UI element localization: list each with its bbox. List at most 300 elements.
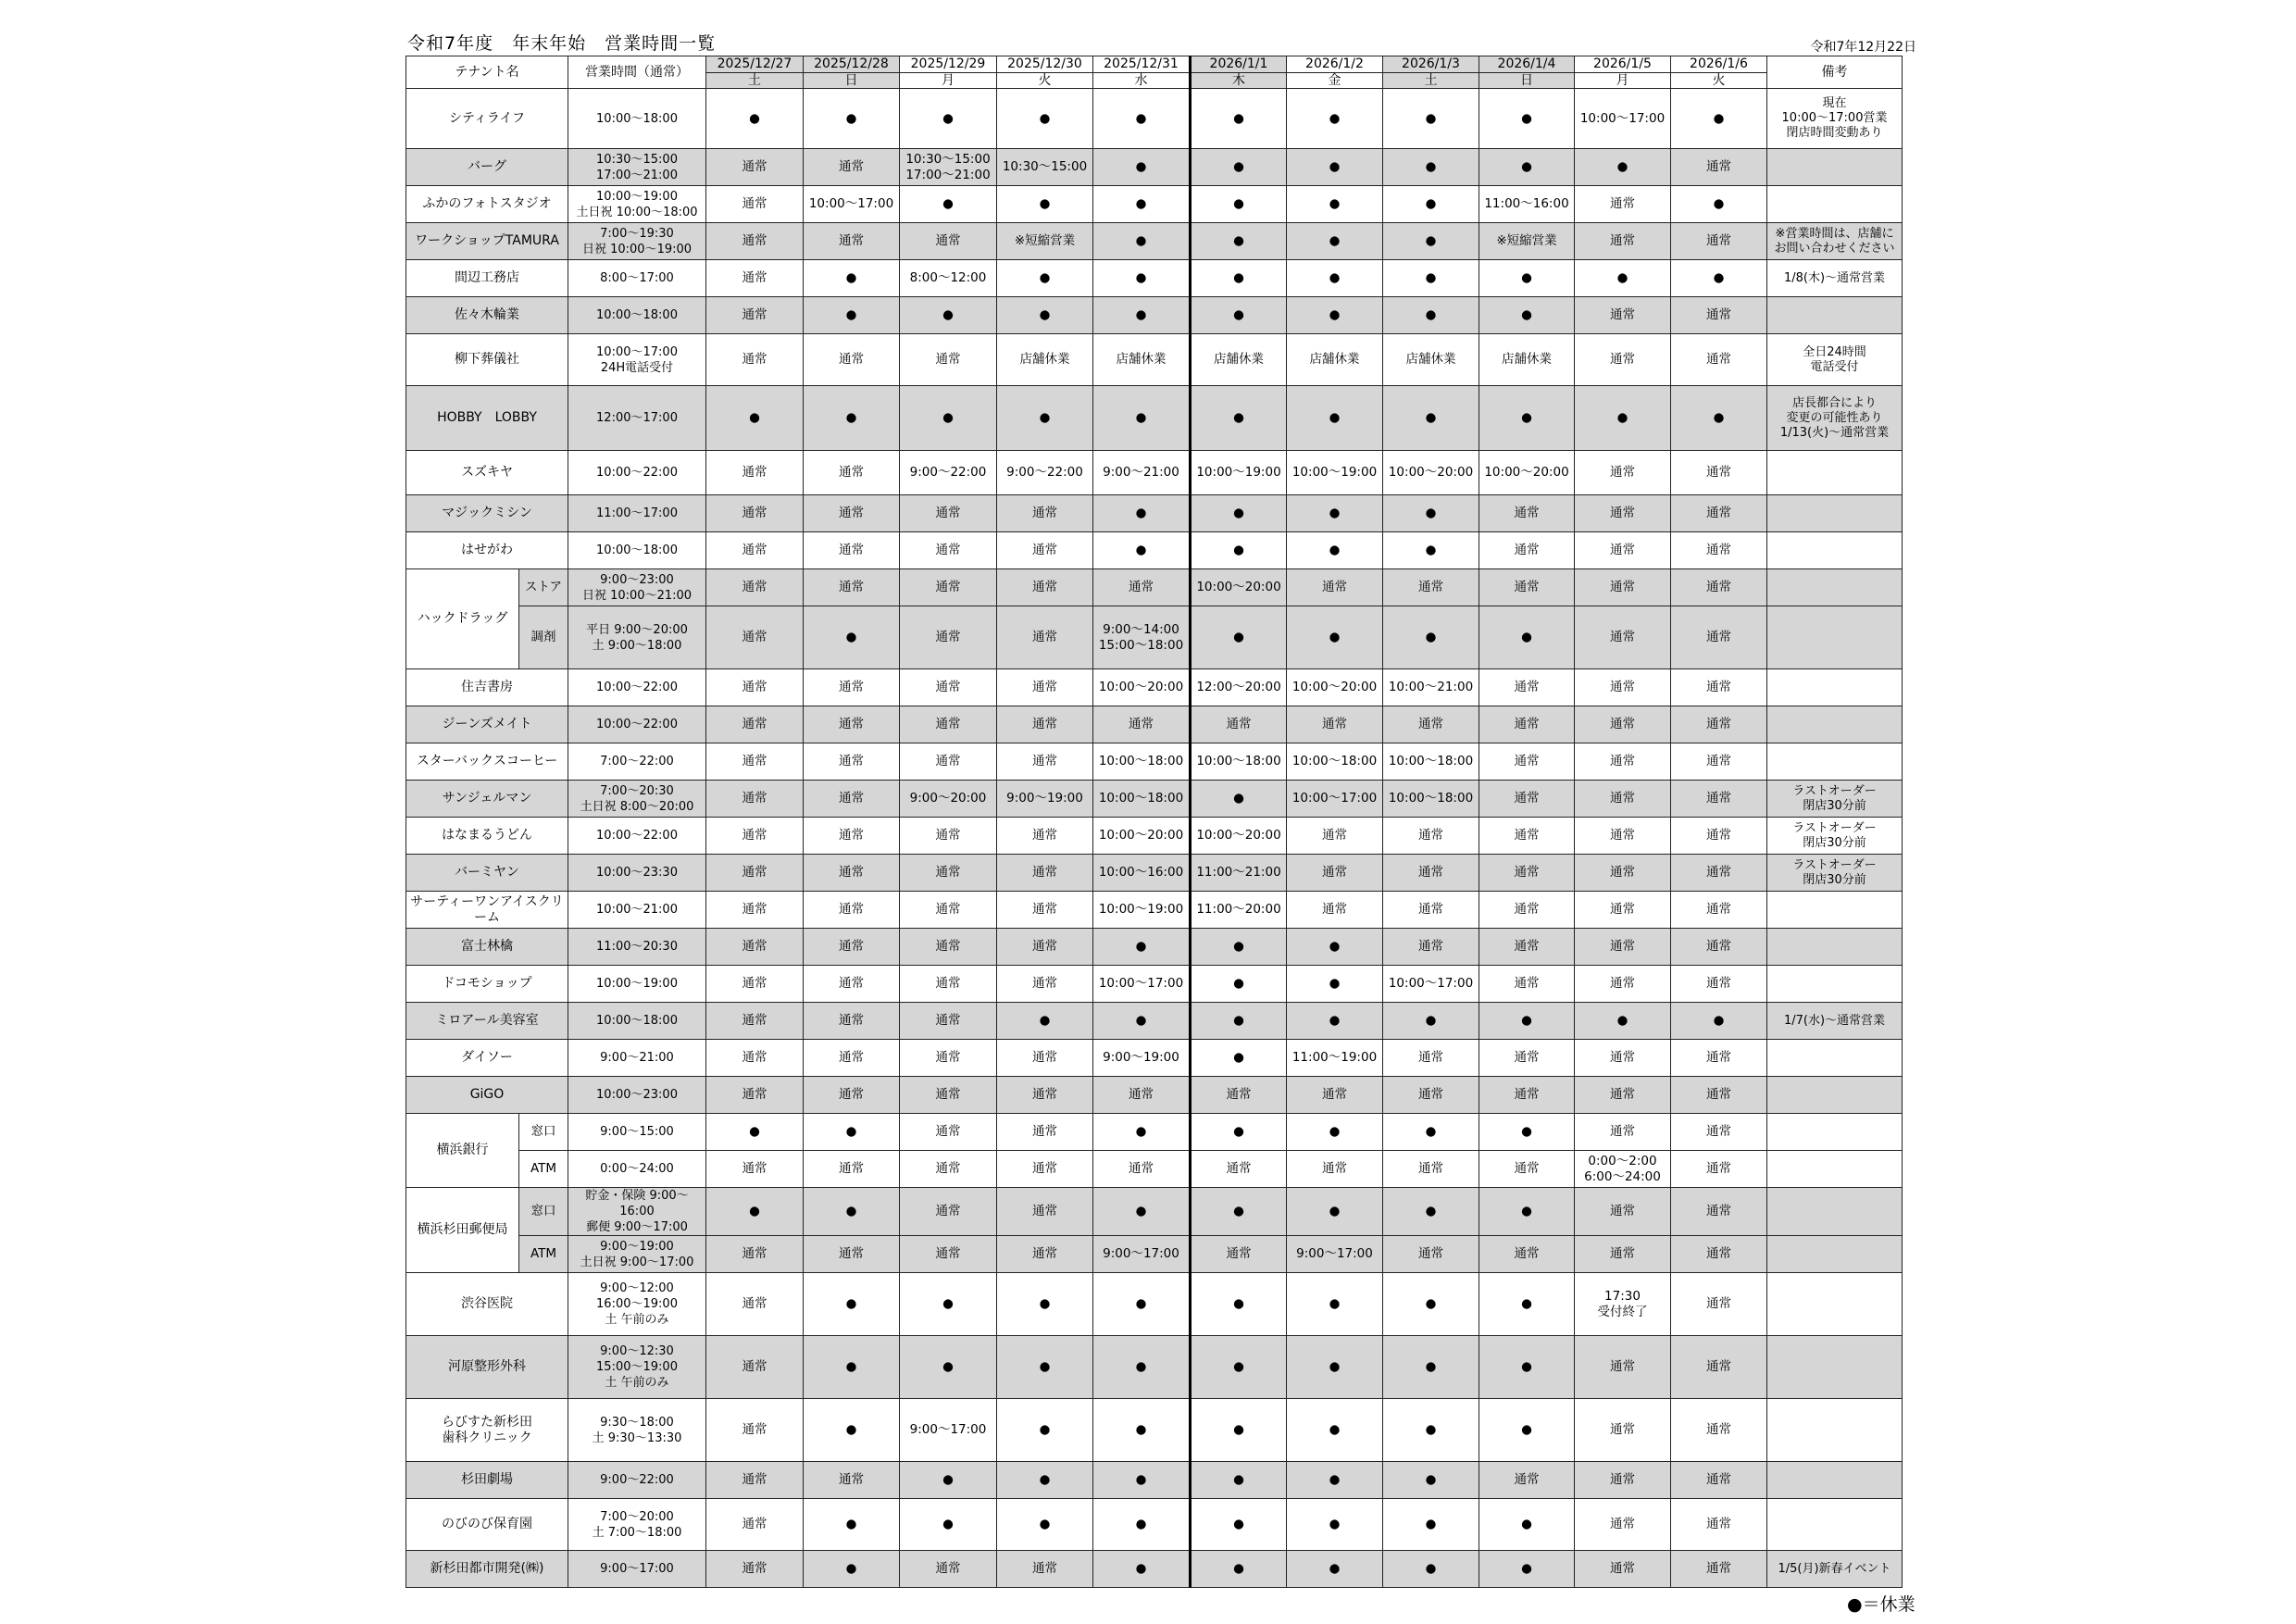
closed-marker: ● bbox=[1287, 186, 1383, 223]
table-row bbox=[406, 1188, 1903, 1236]
header-day: 火 bbox=[997, 73, 1093, 89]
day-status: 通常 bbox=[1287, 1151, 1383, 1188]
day-status: 通常 bbox=[1671, 669, 1767, 706]
closed-marker: ● bbox=[900, 1273, 997, 1336]
day-status: 通常 bbox=[1479, 892, 1575, 929]
day-status: 通常 bbox=[1575, 1551, 1671, 1588]
closed-marker: ● bbox=[1575, 260, 1671, 297]
day-status: 通常 bbox=[1671, 929, 1767, 966]
closed-marker: ● bbox=[1093, 1188, 1191, 1236]
closed-marker: ● bbox=[1479, 1551, 1575, 1588]
closed-marker: ● bbox=[1191, 260, 1287, 297]
day-status: 通常 bbox=[706, 223, 804, 260]
table-row bbox=[406, 669, 1903, 706]
day-status: 通常 bbox=[1671, 743, 1767, 781]
tenant-name: バーグ bbox=[406, 149, 568, 186]
day-status: 通常 bbox=[1287, 1077, 1383, 1114]
day-status: 通常 bbox=[1671, 569, 1767, 606]
table-row bbox=[406, 706, 1903, 743]
day-status: 通常 bbox=[1479, 532, 1575, 569]
day-status: 10:00～18:00 bbox=[1383, 781, 1479, 818]
day-status: 通常 bbox=[997, 495, 1093, 532]
closed-marker: ● bbox=[1191, 1462, 1287, 1499]
day-status: 通常 bbox=[900, 532, 997, 569]
header-date: 2025/12/27 bbox=[706, 56, 804, 73]
day-status: 9:00～14:00 15:00～18:00 bbox=[1093, 606, 1191, 669]
day-status: 通常 bbox=[1383, 1236, 1479, 1273]
closed-marker: ● bbox=[1287, 1273, 1383, 1336]
regular-hours: 9:00～22:00 bbox=[568, 1462, 706, 1499]
day-status: 通常 bbox=[1671, 855, 1767, 892]
day-status: 通常 bbox=[1671, 1273, 1767, 1336]
closed-marker: ● bbox=[997, 297, 1093, 334]
day-status: 通常 bbox=[706, 818, 804, 855]
closed-marker: ● bbox=[804, 260, 900, 297]
remarks: 店長都合により 変更の可能性あり 1/13(火)～通常営業 bbox=[1767, 386, 1903, 451]
day-status: 通常 bbox=[1575, 1040, 1671, 1077]
remarks bbox=[1767, 743, 1903, 781]
closed-marker: ● bbox=[1479, 297, 1575, 334]
table-row bbox=[406, 1114, 1903, 1151]
day-status: 通常 bbox=[706, 1336, 804, 1399]
regular-hours: 10:00～22:00 bbox=[568, 818, 706, 855]
closed-marker: ● bbox=[1093, 1336, 1191, 1399]
closed-marker: ● bbox=[1191, 1003, 1287, 1040]
day-status: 10:00～17:00 bbox=[1383, 966, 1479, 1003]
day-status: 通常 bbox=[997, 706, 1093, 743]
tenant-name: ダイソー bbox=[406, 1040, 568, 1077]
day-status: 通常 bbox=[900, 1077, 997, 1114]
day-status: 通常 bbox=[1671, 495, 1767, 532]
day-status: 店舗休業 bbox=[1287, 334, 1383, 386]
closed-marker: ● bbox=[1575, 1003, 1671, 1040]
header-day: 月 bbox=[1575, 73, 1671, 89]
tenant-name: 河原整形外科 bbox=[406, 1336, 568, 1399]
day-status: 10:00～20:00 bbox=[1479, 451, 1575, 495]
closed-marker: ● bbox=[1383, 1273, 1479, 1336]
day-status: 通常 bbox=[706, 706, 804, 743]
closed-marker: ● bbox=[1191, 606, 1287, 669]
closed-marker: ● bbox=[1383, 1336, 1479, 1399]
header-notes: 備考 bbox=[1767, 56, 1903, 89]
day-status: 通常 bbox=[1575, 569, 1671, 606]
day-status: 通常 bbox=[1671, 223, 1767, 260]
day-status: 通常 bbox=[900, 1188, 997, 1236]
day-status: 通常 bbox=[900, 334, 997, 386]
table-row bbox=[406, 1462, 1903, 1499]
day-status: 通常 bbox=[804, 929, 900, 966]
closed-marker: ● bbox=[1575, 386, 1671, 451]
closed-marker: ● bbox=[1287, 386, 1383, 451]
tenant-name: 富士林檎 bbox=[406, 929, 568, 966]
closed-marker: ● bbox=[1479, 89, 1575, 149]
day-status: 10:00～17:00 bbox=[1287, 781, 1383, 818]
day-status: 通常 bbox=[900, 1151, 997, 1188]
day-status: 通常 bbox=[1671, 1077, 1767, 1114]
day-status: 通常 bbox=[1479, 569, 1575, 606]
day-status: 通常 bbox=[706, 1236, 804, 1273]
header-tenant: テナント名 bbox=[406, 56, 568, 89]
tenant-name: 佐々木輪業 bbox=[406, 297, 568, 334]
closed-marker: ● bbox=[1191, 297, 1287, 334]
header-day: 日 bbox=[804, 73, 900, 89]
day-status: 通常 bbox=[900, 569, 997, 606]
header-date: 2025/12/28 bbox=[804, 56, 900, 73]
tenant-name: マジックミシン bbox=[406, 495, 568, 532]
day-status: 通常 bbox=[1671, 532, 1767, 569]
closed-marker: ● bbox=[1479, 606, 1575, 669]
business-hours-table bbox=[406, 56, 1903, 1588]
day-status: 9:00～17:00 bbox=[900, 1399, 997, 1462]
regular-hours: 9:00～21:00 bbox=[568, 1040, 706, 1077]
closed-marker: ● bbox=[900, 89, 997, 149]
day-status: 通常 bbox=[1575, 1236, 1671, 1273]
day-status: 通常 bbox=[1575, 223, 1671, 260]
day-status: 通常 bbox=[997, 1114, 1093, 1151]
closed-marker: ● bbox=[1191, 1040, 1287, 1077]
regular-hours: 10:00～18:00 bbox=[568, 297, 706, 334]
day-status: 通常 bbox=[1191, 1151, 1287, 1188]
day-status: 通常 bbox=[1575, 1462, 1671, 1499]
table-row bbox=[406, 495, 1903, 532]
day-status: 通常 bbox=[1671, 1236, 1767, 1273]
day-status: 通常 bbox=[900, 1003, 997, 1040]
day-status: 通常 bbox=[1575, 297, 1671, 334]
closed-marker: ● bbox=[1671, 186, 1767, 223]
closed-marker: ● bbox=[1093, 1551, 1191, 1588]
day-status: 通常 bbox=[1671, 1462, 1767, 1499]
closed-marker: ● bbox=[1671, 89, 1767, 149]
header-date: 2026/1/5 bbox=[1575, 56, 1671, 73]
closed-marker: ● bbox=[1093, 297, 1191, 334]
day-status: 通常 bbox=[1671, 334, 1767, 386]
day-status: 通常 bbox=[706, 260, 804, 297]
table-row bbox=[406, 386, 1903, 451]
day-status: 通常 bbox=[1671, 1114, 1767, 1151]
closed-marker: ● bbox=[1093, 495, 1191, 532]
day-status: 10:30～15:00 17:00～21:00 bbox=[900, 149, 997, 186]
day-status: 通常 bbox=[804, 706, 900, 743]
day-status: 通常 bbox=[1575, 1399, 1671, 1462]
table-row bbox=[406, 260, 1903, 297]
header-day: 日 bbox=[1479, 73, 1575, 89]
remarks bbox=[1767, 495, 1903, 532]
header-day: 土 bbox=[1383, 73, 1479, 89]
tenant-sub-category: 調剤 bbox=[519, 606, 568, 669]
remarks bbox=[1767, 1114, 1903, 1151]
day-status: 通常 bbox=[1479, 1040, 1575, 1077]
table-row bbox=[406, 451, 1903, 495]
day-status: 通常 bbox=[804, 743, 900, 781]
closed-marker: ● bbox=[1093, 1462, 1191, 1499]
day-status: 通常 bbox=[706, 669, 804, 706]
day-status: 10:00～18:00 bbox=[1093, 743, 1191, 781]
closed-marker: ● bbox=[706, 386, 804, 451]
closed-marker: ● bbox=[1671, 1003, 1767, 1040]
regular-hours: 10:00～19:00 土日祝 10:00～18:00 bbox=[568, 186, 706, 223]
tenant-sub-category: ATM bbox=[519, 1151, 568, 1188]
closed-marker: ● bbox=[900, 1336, 997, 1399]
closed-marker: ● bbox=[804, 1336, 900, 1399]
day-status: 通常 bbox=[1383, 1077, 1479, 1114]
remarks bbox=[1767, 569, 1903, 606]
tenant-name: サンジェルマン bbox=[406, 781, 568, 818]
day-status: 通常 bbox=[804, 1236, 900, 1273]
day-status: 通常 bbox=[804, 1151, 900, 1188]
regular-hours: 9:00～17:00 bbox=[568, 1551, 706, 1588]
regular-hours: 9:30～18:00 土 9:30～13:30 bbox=[568, 1399, 706, 1462]
closed-marker: ● bbox=[1191, 1551, 1287, 1588]
day-status: 0:00～2:00 6:00～24:00 bbox=[1575, 1151, 1671, 1188]
day-status: 店舗休業 bbox=[1191, 334, 1287, 386]
day-status: 10:00～20:00 bbox=[1287, 669, 1383, 706]
day-status: 10:00～19:00 bbox=[1191, 451, 1287, 495]
closed-marker: ● bbox=[804, 297, 900, 334]
day-status: 10:00～20:00 bbox=[1191, 569, 1287, 606]
day-status: 通常 bbox=[1479, 855, 1575, 892]
table-row bbox=[406, 966, 1903, 1003]
closed-marker: ● bbox=[1383, 149, 1479, 186]
closed-marker: ● bbox=[1191, 1273, 1287, 1336]
day-status: 10:30～15:00 bbox=[997, 149, 1093, 186]
remarks: ラストオーダー 閉店30分前 bbox=[1767, 781, 1903, 818]
remarks bbox=[1767, 149, 1903, 186]
tenant-name: のびのび保育園 bbox=[406, 1499, 568, 1551]
regular-hours: 11:00～20:30 bbox=[568, 929, 706, 966]
closed-marker: ● bbox=[997, 186, 1093, 223]
closed-marker: ● bbox=[1287, 149, 1383, 186]
day-status: 通常 bbox=[804, 855, 900, 892]
day-status: 通常 bbox=[1671, 451, 1767, 495]
day-status: 通常 bbox=[1479, 966, 1575, 1003]
table-row bbox=[406, 1273, 1903, 1336]
closed-marker: ● bbox=[997, 89, 1093, 149]
day-status: 11:00～19:00 bbox=[1287, 1040, 1383, 1077]
day-status: 通常 bbox=[804, 451, 900, 495]
tenant-name: スターバックスコーヒー bbox=[406, 743, 568, 781]
day-status: 9:00～17:00 bbox=[1093, 1236, 1191, 1273]
day-status: 通常 bbox=[1671, 1151, 1767, 1188]
closed-marker: ● bbox=[1191, 532, 1287, 569]
tenant-name: 住吉書房 bbox=[406, 669, 568, 706]
remarks bbox=[1767, 451, 1903, 495]
closed-marker: ● bbox=[1287, 929, 1383, 966]
table-row bbox=[406, 1151, 1903, 1188]
day-status: 通常 bbox=[1479, 495, 1575, 532]
day-status: 通常 bbox=[1671, 892, 1767, 929]
closed-marker: ● bbox=[1191, 186, 1287, 223]
regular-hours: 9:00～19:00 土日祝 9:00～17:00 bbox=[568, 1236, 706, 1273]
closed-marker: ● bbox=[1287, 1499, 1383, 1551]
closed-marker: ● bbox=[1191, 223, 1287, 260]
day-status: 通常 bbox=[1575, 186, 1671, 223]
remarks bbox=[1767, 706, 1903, 743]
closed-marker: ● bbox=[1191, 781, 1287, 818]
closed-marker: ● bbox=[1287, 532, 1383, 569]
closed-marker: ● bbox=[1287, 260, 1383, 297]
closed-marker: ● bbox=[997, 1399, 1093, 1462]
day-status: 通常 bbox=[804, 1077, 900, 1114]
remarks bbox=[1767, 892, 1903, 929]
closed-marker: ● bbox=[1093, 1273, 1191, 1336]
day-status: 通常 bbox=[1671, 149, 1767, 186]
day-status: 通常 bbox=[900, 223, 997, 260]
table-row bbox=[406, 855, 1903, 892]
day-status: 通常 bbox=[804, 223, 900, 260]
day-status: 通常 bbox=[1287, 855, 1383, 892]
closed-marker: ● bbox=[1383, 1462, 1479, 1499]
day-status: 通常 bbox=[804, 1003, 900, 1040]
day-status: 通常 bbox=[997, 855, 1093, 892]
regular-hours: 9:00～15:00 bbox=[568, 1114, 706, 1151]
day-status: 通常 bbox=[1383, 706, 1479, 743]
day-status: 10:00～19:00 bbox=[1287, 451, 1383, 495]
closed-marker: ● bbox=[1287, 966, 1383, 1003]
regular-hours: 10:00～21:00 bbox=[568, 892, 706, 929]
day-status: 通常 bbox=[900, 1114, 997, 1151]
day-status: 通常 bbox=[706, 1499, 804, 1551]
closed-marker: ● bbox=[1383, 386, 1479, 451]
day-status: 通常 bbox=[900, 818, 997, 855]
day-status: 通常 bbox=[804, 818, 900, 855]
day-status: 通常 bbox=[1383, 929, 1479, 966]
closed-marker: ● bbox=[1287, 1462, 1383, 1499]
day-status: 通常 bbox=[706, 743, 804, 781]
header-day: 火 bbox=[1671, 73, 1767, 89]
day-status: 通常 bbox=[1575, 669, 1671, 706]
day-status: 通常 bbox=[1575, 855, 1671, 892]
day-status: 通常 bbox=[706, 186, 804, 223]
tenant-sub-category: ストア bbox=[519, 569, 568, 606]
closed-marker: ● bbox=[1479, 149, 1575, 186]
closed-marker: ● bbox=[1093, 532, 1191, 569]
day-status: 通常 bbox=[706, 451, 804, 495]
table-body bbox=[406, 89, 1903, 1588]
regular-hours: 9:00～12:00 16:00～19:00 土 午前のみ bbox=[568, 1273, 706, 1336]
tenant-name: GiGO bbox=[406, 1077, 568, 1114]
regular-hours: 10:00～19:00 bbox=[568, 966, 706, 1003]
table-row bbox=[406, 1499, 1903, 1551]
regular-hours: 10:00～22:00 bbox=[568, 451, 706, 495]
regular-hours: 10:00～18:00 bbox=[568, 532, 706, 569]
header-row-dates bbox=[406, 56, 1903, 73]
closed-marker: ● bbox=[1287, 1003, 1383, 1040]
closed-marker: ● bbox=[900, 297, 997, 334]
day-status: 通常 bbox=[706, 495, 804, 532]
day-status: 通常 bbox=[804, 334, 900, 386]
table-row bbox=[406, 818, 1903, 855]
remarks: ラストオーダー 閉店30分前 bbox=[1767, 818, 1903, 855]
closed-marker: ● bbox=[804, 89, 900, 149]
closed-marker: ● bbox=[1383, 1399, 1479, 1462]
day-status: 通常 bbox=[1093, 1077, 1191, 1114]
remarks: ※営業時間は、店舗に お問い合わせください bbox=[1767, 223, 1903, 260]
day-status: 通常 bbox=[997, 532, 1093, 569]
tenant-name: 杉田劇場 bbox=[406, 1462, 568, 1499]
tenant-name: 柳下葬儀社 bbox=[406, 334, 568, 386]
closed-marker: ● bbox=[1287, 89, 1383, 149]
day-status: 17:30 受付終了 bbox=[1575, 1273, 1671, 1336]
day-status: 通常 bbox=[900, 1040, 997, 1077]
closed-marker: ● bbox=[1191, 1114, 1287, 1151]
day-status: 通常 bbox=[804, 532, 900, 569]
table-row bbox=[406, 1551, 1903, 1588]
closed-marker: ● bbox=[1093, 1114, 1191, 1151]
header-date: 2026/1/4 bbox=[1479, 56, 1575, 73]
header-date: 2025/12/30 bbox=[997, 56, 1093, 73]
remarks bbox=[1767, 669, 1903, 706]
regular-hours: 10:00～23:00 bbox=[568, 1077, 706, 1114]
day-status: 通常 bbox=[1383, 1151, 1479, 1188]
remarks bbox=[1767, 606, 1903, 669]
day-status: 通常 bbox=[1671, 1040, 1767, 1077]
day-status: 10:00～19:00 bbox=[1093, 892, 1191, 929]
day-status: 10:00～20:00 bbox=[1093, 818, 1191, 855]
table-row bbox=[406, 569, 1903, 606]
table-row bbox=[406, 334, 1903, 386]
remarks: 現在 10:00～17:00営業 閉店時間変動あり bbox=[1767, 89, 1903, 149]
day-status: 通常 bbox=[1575, 1499, 1671, 1551]
day-status: 通常 bbox=[997, 818, 1093, 855]
closed-marker: ● bbox=[900, 186, 997, 223]
day-status: 通常 bbox=[804, 495, 900, 532]
day-status: 10:00～20:00 bbox=[1093, 669, 1191, 706]
remarks bbox=[1767, 297, 1903, 334]
day-status: 通常 bbox=[997, 606, 1093, 669]
day-status: 通常 bbox=[706, 1077, 804, 1114]
closed-marker: ● bbox=[1287, 1336, 1383, 1399]
day-status: 通常 bbox=[1575, 451, 1671, 495]
table-row bbox=[406, 1040, 1903, 1077]
remarks bbox=[1767, 1236, 1903, 1273]
day-status: 通常 bbox=[1671, 1336, 1767, 1399]
day-status: 店舗休業 bbox=[1383, 334, 1479, 386]
closed-marker: ● bbox=[706, 89, 804, 149]
closed-marker: ● bbox=[804, 1551, 900, 1588]
day-status: 通常 bbox=[706, 781, 804, 818]
day-status: 10:00～17:00 bbox=[804, 186, 900, 223]
table-row bbox=[406, 1336, 1903, 1399]
day-status: 通常 bbox=[706, 855, 804, 892]
table-row bbox=[406, 781, 1903, 818]
table-row bbox=[406, 297, 1903, 334]
closed-marker: ● bbox=[1093, 1003, 1191, 1040]
regular-hours: 10:00～18:00 bbox=[568, 89, 706, 149]
closed-marker: ● bbox=[1479, 1003, 1575, 1040]
table-row bbox=[406, 186, 1903, 223]
day-status: 通常 bbox=[1479, 743, 1575, 781]
day-status: 通常 bbox=[1479, 781, 1575, 818]
day-status: 通常 bbox=[1575, 606, 1671, 669]
closed-marker: ● bbox=[1093, 1399, 1191, 1462]
day-status: 通常 bbox=[1575, 892, 1671, 929]
day-status: 通常 bbox=[1671, 297, 1767, 334]
closed-marker: ● bbox=[1383, 1188, 1479, 1236]
day-status: 通常 bbox=[804, 1462, 900, 1499]
legend-closed: ●＝休業 bbox=[1847, 1594, 1915, 1615]
closed-marker: ● bbox=[1287, 1399, 1383, 1462]
closed-marker: ● bbox=[1287, 1114, 1383, 1151]
tenant-name: スズキヤ bbox=[406, 451, 568, 495]
closed-marker: ● bbox=[1287, 1188, 1383, 1236]
header-date: 2026/1/3 bbox=[1383, 56, 1479, 73]
closed-marker: ● bbox=[1191, 1399, 1287, 1462]
day-status: 通常 bbox=[706, 149, 804, 186]
day-status: 通常 bbox=[997, 1236, 1093, 1273]
closed-marker: ● bbox=[1287, 495, 1383, 532]
closed-marker: ● bbox=[706, 1188, 804, 1236]
table-row bbox=[406, 1077, 1903, 1114]
